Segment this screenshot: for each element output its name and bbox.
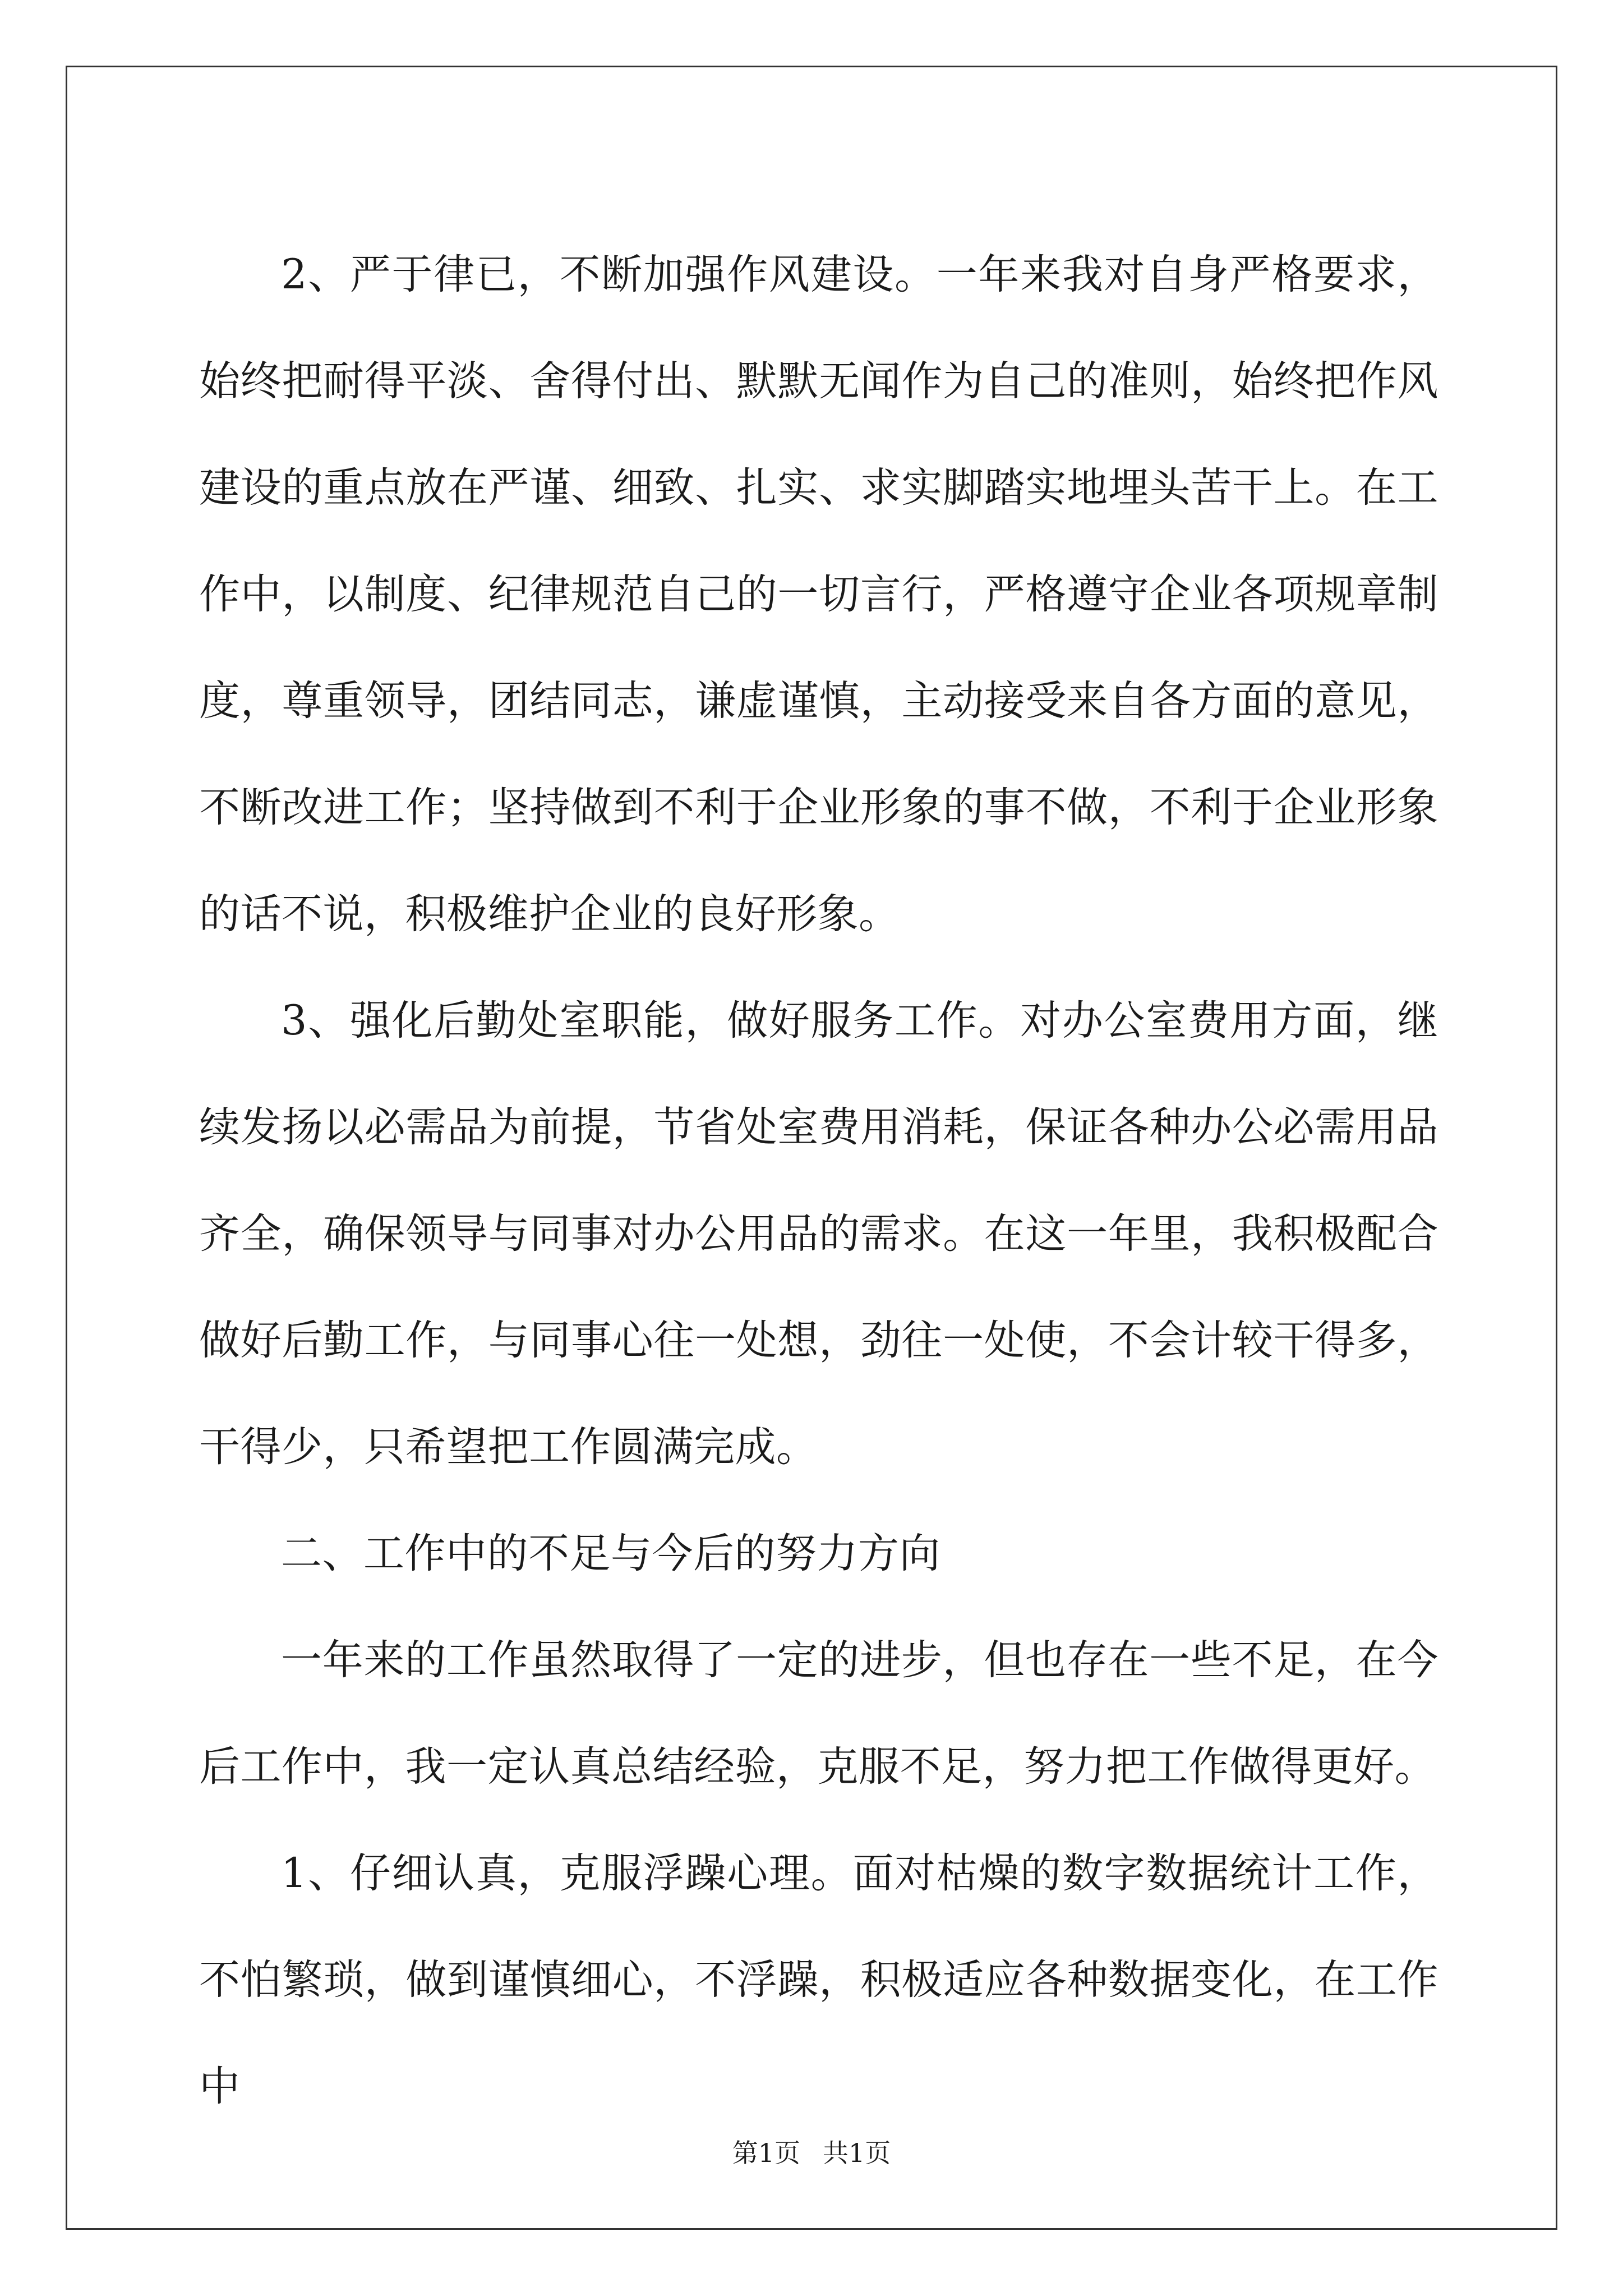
page-total: 共1页 — [823, 2138, 891, 2168]
section-heading: 二、工作中的不足与今后的努力方向 — [281, 1530, 940, 1577]
paragraph-discipline: 2、严于律已，不断加强作风建设。一年来我对自身严格要求，始终把耐得平淡、舍得付出、默默无闻作为自己的准则，始终把作风建设的重点放在严谨、细致、扎实、求实脚踏实地埋头苦干上。在工作中，以制度、纪律规范自己的一切言行，严格遵守企业各项规章制度，尊重领导，团结同志，谦虚谨慎，主动接受来自各方面的意见，不断改进工作；坚持做到不利于企业形象的事不做，不利于企业形象的话不说，积极维护企业的良好形象。 — [199, 251, 1438, 938]
document-body — [199, 222, 1438, 2140]
page-footer — [0, 2136, 1623, 2170]
paragraph-careful: 1、仔细认真，克服浮躁心理。面对枯燥的数字数据统计工作，不怕繁琐，做到谨慎细心，不浮躁，积极适应各种数据变化，在工作中 — [199, 1849, 1438, 2110]
page-number: 第1页 — [732, 2138, 800, 2168]
paragraph-summary: 一年来的工作虽然取得了一定的进步，但也存在一些不足，在今后工作中，我一定认真总结经验，克服不足，努力把工作做得更好。 — [199, 1636, 1438, 1791]
paragraph-logistics: 3、强化后勤处室职能，做好服务工作。对办公室费用方面，继续发扬以必需品为前提，节省处室费用消耗，保证各种办公必需用品齐全，确保领导与同事对办公用品的需求。在这一年里，我积极配合做好后勤工作，与同事心往一处想，劲往一处使，不会计较干得多，干得少，只希望把工作圆满完成。 — [199, 997, 1438, 1471]
